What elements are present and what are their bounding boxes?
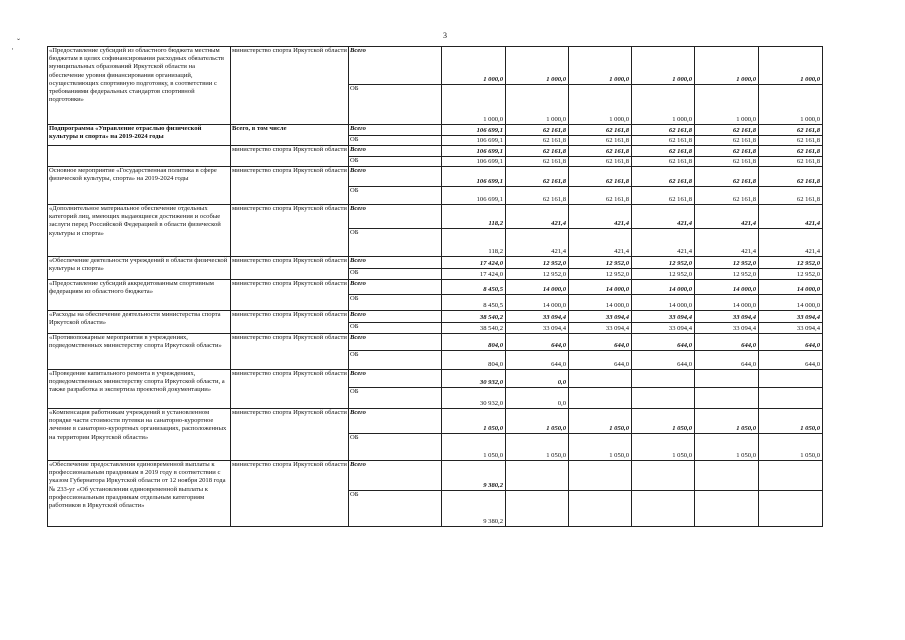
funding-type: Всего [349,280,442,295]
amount-cell [632,370,695,388]
amount-cell: 14 000,0 [506,280,569,295]
amount-cell: 1 050,0 [506,409,569,434]
amount-cell: 421,4 [759,229,823,257]
executor: министерство спорта Иркутской области [231,311,349,334]
amount-cell: 1 000,0 [569,47,632,85]
amount-cell: 644,0 [695,334,759,351]
amount-cell: 1 050,0 [632,409,695,434]
amount-cell: 33 094,4 [506,311,569,323]
amount-cell [569,370,632,388]
measure-name: «Дополнительное материальное обеспечение отдельных категорий лиц, имеющих выдающиеся достижения и особые заслуги перед Российской Федерацией в области физической культуры и спорта» [48,205,231,257]
amount-cell: 17 424,0 [442,269,506,280]
amount-cell [632,491,695,527]
amount-cell: 62 161,8 [695,187,759,205]
amount-cell: 62 161,8 [632,136,695,146]
amount-cell: 30 932,0 [442,388,506,409]
executor: министерство спорта Иркутской области [231,146,349,167]
amount-cell: 106 699,1 [442,136,506,146]
funding-type: Всего [349,334,442,351]
amount-cell: 62 161,8 [569,157,632,167]
table-row [48,146,823,157]
executor: министерство спорта Иркутской области [231,167,349,205]
amount-cell: 62 161,8 [695,167,759,187]
amount-cell: 1 000,0 [695,47,759,85]
amount-cell: 62 161,8 [632,187,695,205]
amount-cell: 62 161,8 [632,167,695,187]
table-row [48,311,823,323]
amount-cell: 62 161,8 [695,125,759,136]
amount-cell [759,388,823,409]
amount-cell: 62 161,8 [759,187,823,205]
amount-cell: 421,4 [695,229,759,257]
amount-cell: 33 094,4 [569,311,632,323]
amount-cell: 421,4 [632,229,695,257]
amount-cell: 14 000,0 [632,295,695,311]
amount-cell: 106 699,1 [442,125,506,136]
amount-cell: 644,0 [506,351,569,370]
amount-cell: 14 000,0 [695,295,759,311]
table-row [48,334,823,351]
page-number: 3 [443,31,447,40]
amount-cell: 14 000,0 [759,295,823,311]
amount-cell [695,388,759,409]
amount-cell: 12 952,0 [632,269,695,280]
funding-type: Всего [349,409,442,434]
amount-cell: 8 450,5 [442,280,506,295]
amount-cell: 1 050,0 [442,434,506,461]
amount-cell: 0,0 [506,388,569,409]
amount-cell [759,370,823,388]
amount-cell [569,491,632,527]
measure-name: Подпрограмма «Управление отраслью физической культуры и спорта» на 2019-2024 годы [48,125,231,146]
funding-type: ОБ [349,157,442,167]
amount-cell: 62 161,8 [695,146,759,157]
funding-type: Всего [349,146,442,157]
amount-cell: 62 161,8 [632,157,695,167]
amount-cell: 62 161,8 [759,157,823,167]
amount-cell: 421,4 [632,205,695,229]
funding-type: Всего [349,205,442,229]
amount-cell: 12 952,0 [632,257,695,269]
funding-type: Всего [349,461,442,491]
amount-cell [569,461,632,491]
amount-cell: 62 161,8 [569,146,632,157]
funding-type: ОБ [349,434,442,461]
funding-type: ОБ [349,229,442,257]
executor: министерство спорта Иркутской области [231,370,349,409]
table-row [48,370,823,388]
amount-cell: 12 952,0 [506,257,569,269]
amount-cell: 62 161,8 [695,157,759,167]
amount-cell: 1 050,0 [632,434,695,461]
amount-cell: 1 050,0 [569,409,632,434]
amount-cell: 421,4 [695,205,759,229]
measure-name: «Расходы на обеспечение деятельности министерства спорта Иркутской области» [48,311,231,334]
amount-cell: 38 540,2 [442,311,506,323]
measure-name: «Компенсация работникам учреждений в установленном порядке части стоимости путевки на санаторно-курортное лечение в санаторно-курортных организациях, расположенных на территории Иркутской области» [48,409,231,461]
table-row [48,280,823,295]
amount-cell: 804,0 [442,334,506,351]
amount-cell: 14 000,0 [632,280,695,295]
funding-type: ОБ [349,323,442,334]
funding-type: ОБ [349,351,442,370]
amount-cell: 1 000,0 [506,47,569,85]
measure-name: «Обеспечение деятельности учреждений в области физической культуры и спорта» [48,257,231,280]
executor: министерство спорта Иркутской области [231,334,349,370]
amount-cell: 62 161,8 [759,125,823,136]
amount-cell: 1 000,0 [759,47,823,85]
amount-cell: 421,4 [506,205,569,229]
amount-cell: 1 050,0 [506,434,569,461]
measure-name: «Противопожарные мероприятия в учреждениях, подведомственных министерству спорта Иркутской области» [48,334,231,370]
funding-type: ОБ [349,187,442,205]
amount-cell: 1 050,0 [759,409,823,434]
amount-cell: 106 699,1 [442,146,506,157]
amount-cell [695,370,759,388]
amount-cell: 12 952,0 [506,269,569,280]
executor: министерство спорта Иркутской области [231,257,349,280]
amount-cell: 14 000,0 [695,280,759,295]
amount-cell: 1 000,0 [695,85,759,125]
amount-cell: 12 952,0 [569,257,632,269]
amount-cell: 8 450,5 [442,295,506,311]
amount-cell [695,491,759,527]
amount-cell: 62 161,8 [506,125,569,136]
amount-cell: 12 952,0 [695,257,759,269]
funding-type: ОБ [349,269,442,280]
amount-cell: 1 050,0 [569,434,632,461]
table-row [48,47,823,85]
amount-cell [632,461,695,491]
measure-name: «Предоставление субсидий из областного бюджета местным бюджетам в целях софинансирования расходных обязательств муниципальных образований Иркутской области на обеспечение уровня финансирования организаций, осуществляющих спортивную подготовку, в соответствии с требованиями федеральных стандартов спортивной подготовки» [48,47,231,125]
amount-cell: 38 540,2 [442,323,506,334]
amount-cell: 33 094,4 [695,323,759,334]
amount-cell [569,388,632,409]
executor: министерство спорта Иркутской области [231,47,349,125]
amount-cell: 12 952,0 [695,269,759,280]
amount-cell: 62 161,8 [506,167,569,187]
measure-name: Основное мероприятие «Государственная политика в сфере физической культуры, спорта» на 2019-2024 годы [48,167,231,205]
amount-cell: 1 000,0 [442,47,506,85]
amount-cell: 12 952,0 [569,269,632,280]
amount-cell: 17 424,0 [442,257,506,269]
amount-cell: 644,0 [632,351,695,370]
amount-cell: 1 000,0 [632,47,695,85]
amount-cell: 14 000,0 [506,295,569,311]
amount-cell: 1 050,0 [442,409,506,434]
amount-cell: 33 094,4 [759,311,823,323]
funding-type: Всего [349,167,442,187]
amount-cell [506,461,569,491]
funding-type: Всего [349,257,442,269]
amount-cell: 33 094,4 [506,323,569,334]
amount-cell: 33 094,4 [632,311,695,323]
funding-type: Всего [349,370,442,388]
amount-cell: 421,4 [506,229,569,257]
table-row [48,461,823,491]
funding-type: ОБ [349,388,442,409]
amount-cell: 14 000,0 [759,280,823,295]
executor: министерство спорта Иркутской области [231,205,349,257]
amount-cell [632,388,695,409]
executor: Всего, в том числе [231,125,349,146]
amount-cell [506,491,569,527]
amount-cell: 33 094,4 [632,323,695,334]
funding-type: Всего [349,311,442,323]
amount-cell: 33 094,4 [695,311,759,323]
amount-cell: 421,4 [569,229,632,257]
amount-cell: 62 161,8 [506,136,569,146]
amount-cell [759,491,823,527]
table-row [48,409,823,434]
amount-cell: 14 000,0 [569,280,632,295]
amount-cell [759,461,823,491]
amount-cell: 30 932,0 [442,370,506,388]
funding-type: ОБ [349,136,442,146]
measure-name: «Обеспечение предоставления единовременной выплаты к профессиональным праздникам в 2019 году в соответствии с указом Губернатора Иркутской области от 12 ноября 2018 года № 233-уг «Об установлении единовременной выплаты к профессиональным праздникам отдельным категориям работников в Иркутской области» [48,461,231,527]
amount-cell: 62 161,8 [569,136,632,146]
funding-type: ОБ [349,491,442,527]
amount-cell: 644,0 [759,334,823,351]
amount-cell: 1 000,0 [759,85,823,125]
amount-cell: 421,4 [759,205,823,229]
executor: министерство спорта Иркутской области [231,280,349,311]
amount-cell: 106 699,1 [442,187,506,205]
amount-cell: 644,0 [759,351,823,370]
measure-name: «Проведение капитального ремонта в учреждениях, подведомственных министерству спорта Иркутской области, а также разработка и экспертиза проектной документации» [48,370,231,409]
amount-cell: 62 161,8 [759,167,823,187]
amount-cell: 118,2 [442,229,506,257]
amount-cell: 421,4 [569,205,632,229]
amount-cell: 62 161,8 [506,157,569,167]
measure-name: «Предоставление субсидий аккредитованным спортивным федерациям из областного бюджета» [48,280,231,311]
amount-cell: 33 094,4 [569,323,632,334]
amount-cell: 1 050,0 [695,409,759,434]
amount-cell: 62 161,8 [506,146,569,157]
amount-cell: 62 161,8 [569,125,632,136]
amount-cell: 644,0 [569,351,632,370]
amount-cell: 1 000,0 [442,85,506,125]
amount-cell: 644,0 [569,334,632,351]
amount-cell: 62 161,8 [632,125,695,136]
amount-cell: 62 161,8 [506,187,569,205]
table-row [48,205,823,229]
amount-cell: 33 094,4 [759,323,823,334]
amount-cell: 644,0 [695,351,759,370]
amount-cell: 62 161,8 [759,136,823,146]
amount-cell: 9 380,2 [442,461,506,491]
amount-cell: 0,0 [506,370,569,388]
amount-cell: 644,0 [506,334,569,351]
amount-cell: 62 161,8 [632,146,695,157]
funding-type: ОБ [349,295,442,311]
amount-cell: 62 161,8 [695,136,759,146]
budget-table [47,46,823,527]
amount-cell: 1 000,0 [632,85,695,125]
amount-cell: 14 000,0 [569,295,632,311]
funding-type: ОБ [349,85,442,125]
table-row [48,125,823,136]
executor: министерство спорта Иркутской области [231,409,349,461]
amount-cell: 62 161,8 [569,167,632,187]
funding-type: Всего [349,125,442,136]
table-row [48,257,823,269]
amount-cell: 9 380,2 [442,491,506,527]
executor: министерство спорта Иркутской области [231,461,349,527]
amount-cell: 804,0 [442,351,506,370]
amount-cell: 12 952,0 [759,257,823,269]
amount-cell: 644,0 [632,334,695,351]
funding-type: Всего [349,47,442,85]
measure-name [48,146,231,167]
amount-cell: 1 050,0 [695,434,759,461]
amount-cell: 1 050,0 [759,434,823,461]
amount-cell [695,461,759,491]
amount-cell: 106 699,1 [442,157,506,167]
amount-cell: 106 699,1 [442,167,506,187]
scan-mark: · [11,44,14,54]
amount-cell: 12 952,0 [759,269,823,280]
amount-cell: 1 000,0 [506,85,569,125]
amount-cell: 62 161,8 [569,187,632,205]
scan-mark: ˇ [17,37,20,47]
amount-cell: 62 161,8 [759,146,823,157]
amount-cell: 118,2 [442,205,506,229]
table-row [48,167,823,187]
amount-cell: 1 000,0 [569,85,632,125]
